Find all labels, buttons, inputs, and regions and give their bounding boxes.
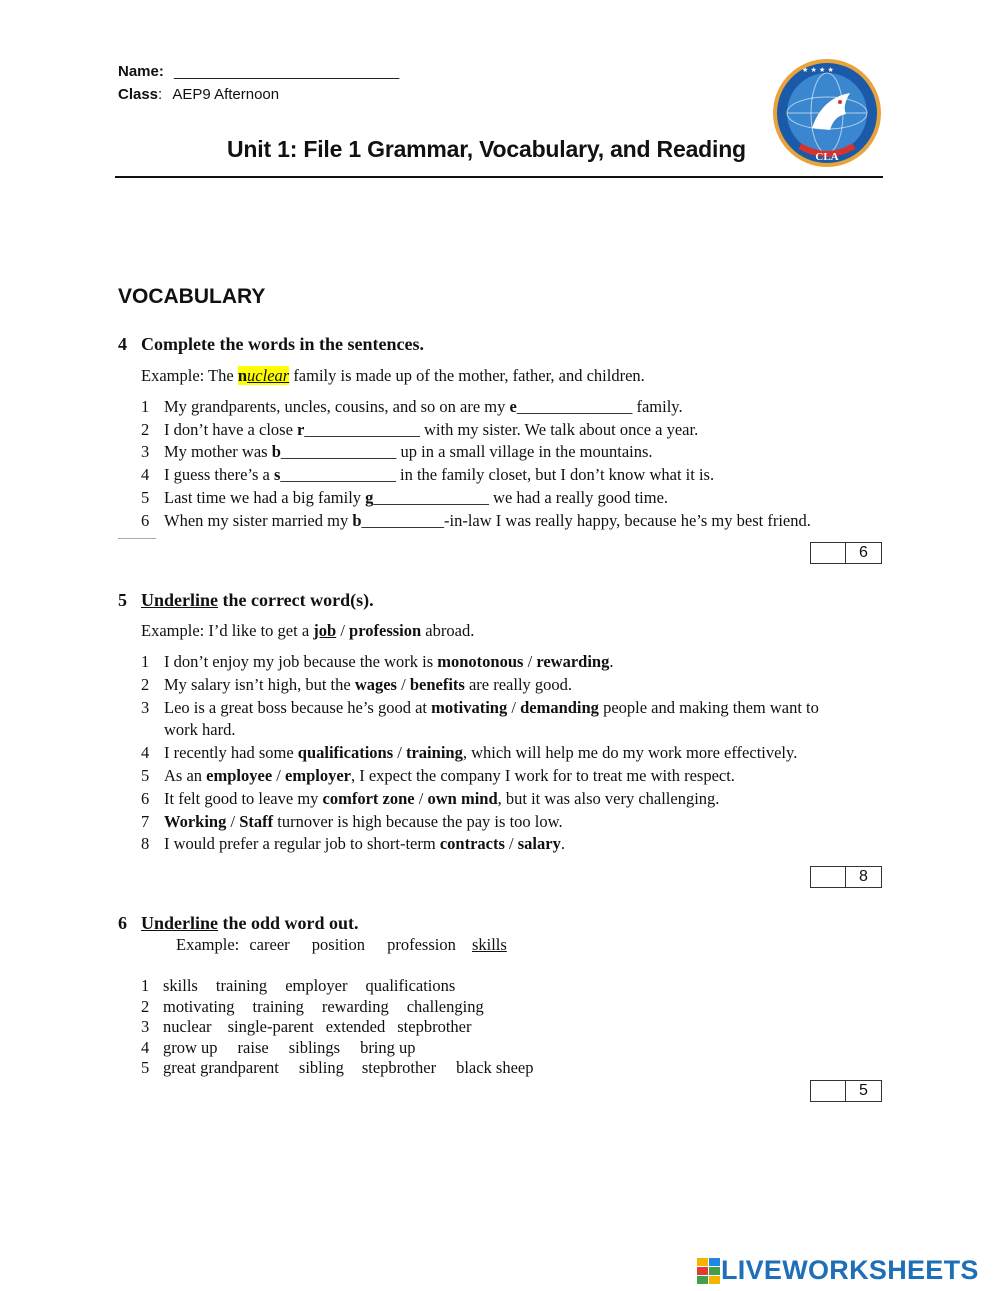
cla-logo: [772, 58, 882, 168]
ex6-word[interactable]: employer: [285, 976, 348, 995]
section-heading: VOCABULARY: [118, 285, 266, 308]
ex5-option[interactable]: own mind: [427, 789, 498, 808]
ex5-example-answer: job: [313, 621, 337, 640]
ex6-word[interactable]: grow up: [163, 1038, 218, 1057]
ex5-option[interactable]: Staff: [239, 812, 274, 831]
ex4-instruction: Complete the words in the sentences.: [141, 334, 424, 354]
page-title: Unit 1: File 1 Grammar, Vocabulary, and Reading: [227, 136, 746, 162]
ex4-example-answer: nuclear: [237, 366, 290, 385]
ex6-example-answer: skills: [471, 935, 507, 954]
ex6-word[interactable]: nuclear: [163, 1017, 212, 1036]
list-item: 4 I guess there’s a s______________ in the family closet, but I don’t know what it is.: [141, 465, 715, 484]
ex5-option[interactable]: wages: [354, 675, 397, 694]
list-item: 7 Working / Staff turnover is high because the pay is too low.: [141, 812, 563, 831]
ex6-example: Example: career position profession skills: [176, 935, 507, 954]
list-item: 3 nuclear single-parent extended stepbrother: [141, 1017, 472, 1036]
list-item: 6 When my sister married my b__________-in-law I was really happy, because he’s my best friend.: [141, 511, 811, 530]
ex6-word[interactable]: bring up: [360, 1038, 416, 1057]
list-item: 5 great grandparent sibling stepbrother black sheep: [141, 1058, 534, 1077]
class-sep: :: [158, 86, 163, 103]
ex6-score-total: 5: [859, 1082, 868, 1099]
ex5-option[interactable]: benefits: [409, 675, 465, 694]
list-item: 1 skills training employer qualifications: [141, 976, 456, 995]
list-item: 6 It felt good to leave my comfort zone / own mind, but it was also very challenging.: [141, 789, 720, 808]
ex6-instruction: the odd word out.: [218, 913, 359, 933]
ex6-word[interactable]: stepbrother: [361, 1058, 437, 1077]
list-item: 4 grow up raise siblings bring up: [141, 1038, 416, 1057]
ex4-score-total: 6: [859, 544, 868, 561]
class-label: Class: [118, 86, 159, 103]
ex5-score-total: 8: [859, 868, 868, 885]
ex6-word[interactable]: qualifications: [365, 976, 456, 995]
ex6-word[interactable]: skills: [163, 976, 198, 995]
list-item-continuation: work hard.: [164, 720, 236, 739]
ex5-option[interactable]: qualifications: [297, 743, 394, 762]
ex4-score-box: [810, 542, 882, 564]
ex5-title: [118, 590, 374, 611]
ex6-word[interactable]: extended: [325, 1017, 386, 1036]
class-line: [118, 86, 279, 103]
ex4-blank-3[interactable]: ______________: [280, 442, 397, 461]
ex4-blank-1[interactable]: ______________: [516, 397, 633, 416]
class-value: AEP9 Afternoon: [172, 86, 280, 103]
ex6-title: [118, 913, 359, 934]
ex6-word[interactable]: sibling: [298, 1058, 344, 1077]
list-item: 1 I don’t enjoy my job because the work is monotonous / rewarding.: [141, 652, 614, 671]
list-item: 2 My salary isn’t high, but the wages / benefits are really good.: [141, 675, 573, 694]
svg-text:★ ★ ★ ★: ★ ★ ★ ★: [802, 66, 834, 74]
name-label: Name:: [118, 63, 164, 80]
ex5-example: Example: I’d like to get a job / profession abroad.: [141, 621, 475, 640]
list-item: 5 As an employee / employer, I expect the company I work for to treat me with respect.: [141, 766, 735, 785]
ex5-option[interactable]: training: [405, 743, 463, 762]
ex6-instruction-underlined: Underline: [141, 913, 219, 933]
ex4-title: [118, 334, 424, 355]
ex5-instruction-underlined: Underline: [141, 590, 219, 610]
ex5-option[interactable]: contracts: [439, 834, 505, 853]
logo-text: CLA: [815, 151, 839, 163]
ex6-word[interactable]: rewarding: [321, 997, 389, 1016]
ex4-blank-2[interactable]: ______________: [304, 420, 420, 439]
list-item: 3 Leo is a great boss because he’s good at motivating / demanding people and making them want to: [141, 698, 819, 717]
name-line: [118, 63, 399, 80]
ex6-word[interactable]: challenging: [406, 997, 484, 1016]
ex4-example: Example: The nuclear family is made up of the mother, father, and children.: [141, 366, 645, 385]
ex4-blank-6[interactable]: __________: [361, 511, 445, 530]
ex6-score-box: [810, 1080, 882, 1102]
ex5-option[interactable]: monotonous: [437, 652, 524, 671]
ex5-option[interactable]: motivating: [431, 698, 508, 717]
liveworksheets-brand: [697, 1255, 979, 1285]
list-item: 2 motivating training rewarding challenging: [141, 997, 484, 1016]
ex6-word[interactable]: motivating: [163, 997, 235, 1016]
list-item: 3 My mother was b______________ up in a small village in the mountains.: [141, 442, 653, 461]
ex5-score-input[interactable]: [811, 867, 846, 887]
ex5-option[interactable]: demanding: [520, 698, 599, 717]
ex6-word[interactable]: raise: [237, 1038, 269, 1057]
ex5-option[interactable]: employee: [206, 766, 273, 785]
ex6-number: 6: [118, 913, 127, 933]
liveworksheets-wordmark: LIVEWORKSHEETS: [721, 1255, 979, 1285]
liveworksheets-logo-icon: [697, 1258, 721, 1284]
ex6-word[interactable]: great grandparent: [163, 1058, 279, 1077]
ex4-blank-5[interactable]: ______________: [373, 488, 489, 507]
ex4-score-input[interactable]: [811, 543, 846, 563]
name-blank[interactable]: ___________________________: [174, 63, 400, 80]
divider: [118, 538, 156, 539]
ex6-word[interactable]: black sheep: [456, 1058, 534, 1077]
ex6-word[interactable]: single-parent: [227, 1017, 314, 1036]
ex5-option[interactable]: employer: [285, 766, 351, 785]
ex5-number: 5: [118, 590, 127, 610]
header-rule: [115, 176, 883, 178]
list-item: 8 I would prefer a regular job to short-term contracts / salary.: [141, 834, 565, 853]
ex5-score-box: [810, 866, 882, 888]
ex4-blank-4[interactable]: ______________: [280, 465, 396, 484]
list-item: 2 I don’t have a close r______________ with my sister. We talk about once a year.: [141, 420, 699, 439]
ex6-word[interactable]: siblings: [288, 1038, 341, 1057]
ex5-instruction: the correct word(s).: [218, 590, 374, 610]
list-item: 4 I recently had some qualifications / training, which will help me do my work more effectively.: [141, 743, 798, 762]
ex6-word[interactable]: stepbrother: [397, 1017, 472, 1036]
ex6-word[interactable]: training: [215, 976, 268, 995]
ex5-option[interactable]: comfort zone: [322, 789, 415, 808]
ex6-word[interactable]: training: [252, 997, 304, 1016]
ex5-option[interactable]: salary: [517, 834, 561, 853]
list-item: 5 Last time we had a big family g______________ we had a really good time.: [141, 488, 669, 507]
ex5-option[interactable]: rewarding: [536, 652, 610, 671]
list-item: 1 My grandparents, uncles, cousins, and so on are my e______________ family.: [141, 397, 683, 416]
ex6-score-input[interactable]: [811, 1081, 846, 1101]
ex5-option[interactable]: Working: [164, 812, 227, 831]
ex4-number: 4: [118, 334, 127, 354]
